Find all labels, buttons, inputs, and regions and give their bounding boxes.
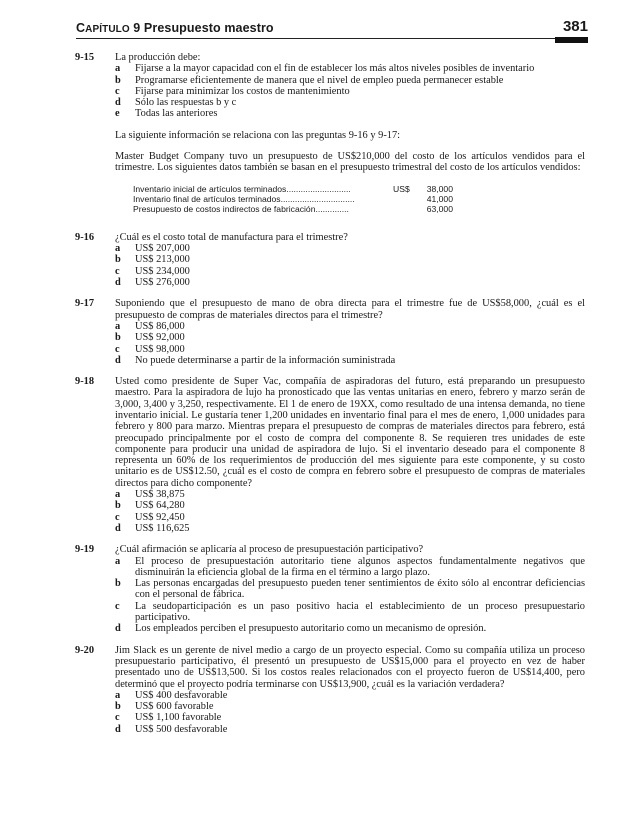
option-letter: a [115,320,121,332]
chapter-title-rest: 9 Presupuesto maestro [129,21,274,35]
option [115,556,585,579]
option-letter: b [115,74,121,86]
option-letter: b [115,254,121,266]
option-letter: b [115,500,121,512]
option-text: US$ 600 favorable [135,701,214,713]
question-stem: Jim Slack es un gerente de nivel medio a cargo de un proyecto especial. Como su compañía utiliza un proceso presupuestario participativo, él presentó un presupuesto de US$15,000 para el proyecto en vez de haber presentado uno de US$13,500. Si los costos reales relacionados con el proyecto fueron de US$14,400, pero determinó que el proyecto podría terminarse con US$13,900, ¿cuál es la variación verdadera? [115,644,585,690]
question-stem: ¿Cuál afirmación se aplicaría al proceso de presupuestación participativo? [115,544,424,556]
question-number: 9-19 [75,544,95,556]
option-letter: b [115,332,121,344]
option-letter: a [115,63,121,75]
question-9-17 [75,298,585,366]
header-tab-marker [555,37,588,43]
option-text: US$ 92,450 [135,511,185,523]
option [115,243,585,254]
option-letter: d [115,723,121,735]
option-text: No puede determinarse a partir de la información suministrada [135,354,396,366]
option-letter: b [115,701,121,713]
option-text: US$ 92,000 [135,332,185,344]
intro-paragraph: La siguiente información se relaciona con las preguntas 9-16 y 9-17: [115,129,401,141]
row-label: Inventario inicial de artículos terminados........................... [133,183,351,194]
header-rule [76,38,588,39]
page-content [75,52,585,735]
question-stem: Suponiendo que el presupuesto de mano de obra directa para el trimestre fue de US$58,000, ¿cuál es el presupuesto de compras de materiales directos para el trimestre? [115,298,585,321]
option [115,601,585,624]
chapter-title-initial: C [76,21,86,35]
context-paragraph: Master Budget Company tuvo un presupuesto de US$210,000 del costo de los artículos vendidos para el trimestre. Los siguientes datos también se basan en el presupuesto trimestral del costo de los artículos vendidos: [115,151,585,174]
option-text: US$ 234,000 [135,265,190,277]
question-9-18 [75,376,585,534]
option-text: US$ 38,875 [135,489,185,501]
chapter-title-smallcaps: APÍTULO [85,24,130,35]
chapter-title [76,21,274,35]
question-stem: ¿Cuál es el costo total de manufactura para el trimestre? [115,231,348,243]
option-text: US$ 400 desfavorable [135,689,228,701]
option [115,623,585,634]
option [115,701,585,712]
option-letter: b [115,578,121,590]
option [115,578,585,601]
question-9-19 [75,544,585,634]
option-text: Programarse eficientemente de manera que el nivel de empleo pueda permanecer estable [135,74,504,86]
question-number: 9-16 [75,231,95,243]
option-letter: d [115,522,121,534]
option [115,332,585,343]
option-text: Los empleados perciben el presupuesto autoritario como un mecanismo de opresión. [135,623,487,635]
option-letter: c [115,712,120,724]
question-9-16 [75,232,585,288]
row-label: Inventario final de artículos terminados............................... [133,194,355,205]
currency-label: US$ [393,183,410,194]
option-letter: a [115,555,121,567]
option-letter: d [115,623,121,635]
option [115,97,585,108]
option-text: El proceso de presupuestación autoritario tiene algunos aspectos fundamentalmente negativos que disminuirán la eficiencia global de la firma en el término a largo plazo. [135,555,585,578]
option-text: US$ 500 desfavorable [135,723,228,735]
option [115,254,585,265]
option-text: US$ 276,000 [135,277,190,289]
option-letter: a [115,689,121,701]
option-text: US$ 64,280 [135,500,185,512]
row-label: Presupuesto de costos indirectos de fabricación.............. [133,204,349,215]
question-number: 9-15 [75,52,95,63]
option [115,523,585,534]
budget-table [133,184,585,215]
option [115,724,585,735]
page-number: 381 [562,18,588,35]
option-letter: d [115,354,121,366]
option-letter: d [115,97,121,109]
row-value: 41,000 [426,194,453,205]
option-text: US$ 98,000 [135,343,185,355]
option [115,500,585,511]
option [115,63,585,74]
option-letter: d [115,277,121,289]
option-text: Sólo las respuestas b y c [135,97,237,109]
option [115,277,585,288]
option-text: US$ 207,000 [135,243,190,255]
option-text: Fijarse a la mayor capacidad con el fin de establecer los más altos niveles posibles de inventario [135,63,535,75]
option-text: US$ 116,625 [135,522,190,534]
option [115,266,585,277]
row-value: 63,000 [426,204,453,215]
option-letter: c [115,511,120,523]
question-number: 9-20 [75,644,95,656]
question-number: 9-18 [75,376,95,388]
option [115,512,585,523]
option-letter: c [115,85,120,97]
option [115,344,585,355]
option-text: La seudoparticipación es un paso positivo hacia el establecimiento de un proceso presupuestario participativo. [135,600,585,624]
option-letter: c [115,600,120,612]
option-letter: a [115,489,121,501]
option-letter: a [115,243,121,255]
option [115,355,585,366]
option [115,75,585,86]
option-text: Todas las anteriores [135,108,218,120]
option-text: Fijarse para minimizar los costos de mantenimiento [135,85,350,97]
question-9-15 [75,52,585,120]
option [115,108,585,119]
row-value: 38,000 [426,183,453,194]
option-text: US$ 1,100 favorable [135,712,222,724]
option-text: Las personas encargadas del presupuesto pueden tener sentimientos de éxito sólo al encontrar deficiencias con el personal de fábrica. [135,578,585,601]
option [115,86,585,97]
question-stem: La producción debe: [115,52,201,63]
option-letter: e [115,108,120,120]
question-stem: Usted como presidente de Super Vac, compañía de aspiradoras del futuro, está preparando un presupuesto maestro. Para la aspiradora de lujo ha pronosticado que las ventas unitarias en enero, febrero y marzo serán de 3,000, 3,400 y 3,250, respectivamente. El 1 de enero de 19XX, como resultado de una intensa demanda, no tiene inventario inicial. Le gustaría tener 1,200 unidades en inventario final para el mes de enero, 1,000 unidades para febrero y 800 para marzo. Mientras prepara el presupuesto de compras de materiales directos para febrero, está preocupado principalmente por el costo de compra del componente 8. Se requieren tres unidades de este componente para producir una unidad de aspiradora de lujo. Si el inventario deseado para el componente 8 representa un 60% de los requerimientos de producción del mes siguiente para este componente, y su costo unitario es de US$12.50, ¿cuál es el costo de compra en febrero sobre el presupuesto de compras de materiales directos para dicho componente? [115,376,585,489]
option-text: US$ 86,000 [135,320,185,332]
option [115,712,585,723]
option [115,321,585,332]
table-row [133,194,585,204]
table-row [133,184,585,194]
option-letter: c [115,265,120,277]
question-9-20 [75,645,585,735]
option-letter: c [115,343,120,355]
table-row [133,204,585,214]
option [115,489,585,500]
question-number: 9-17 [75,298,95,310]
option-text: US$ 213,000 [135,254,190,266]
option [115,690,585,701]
